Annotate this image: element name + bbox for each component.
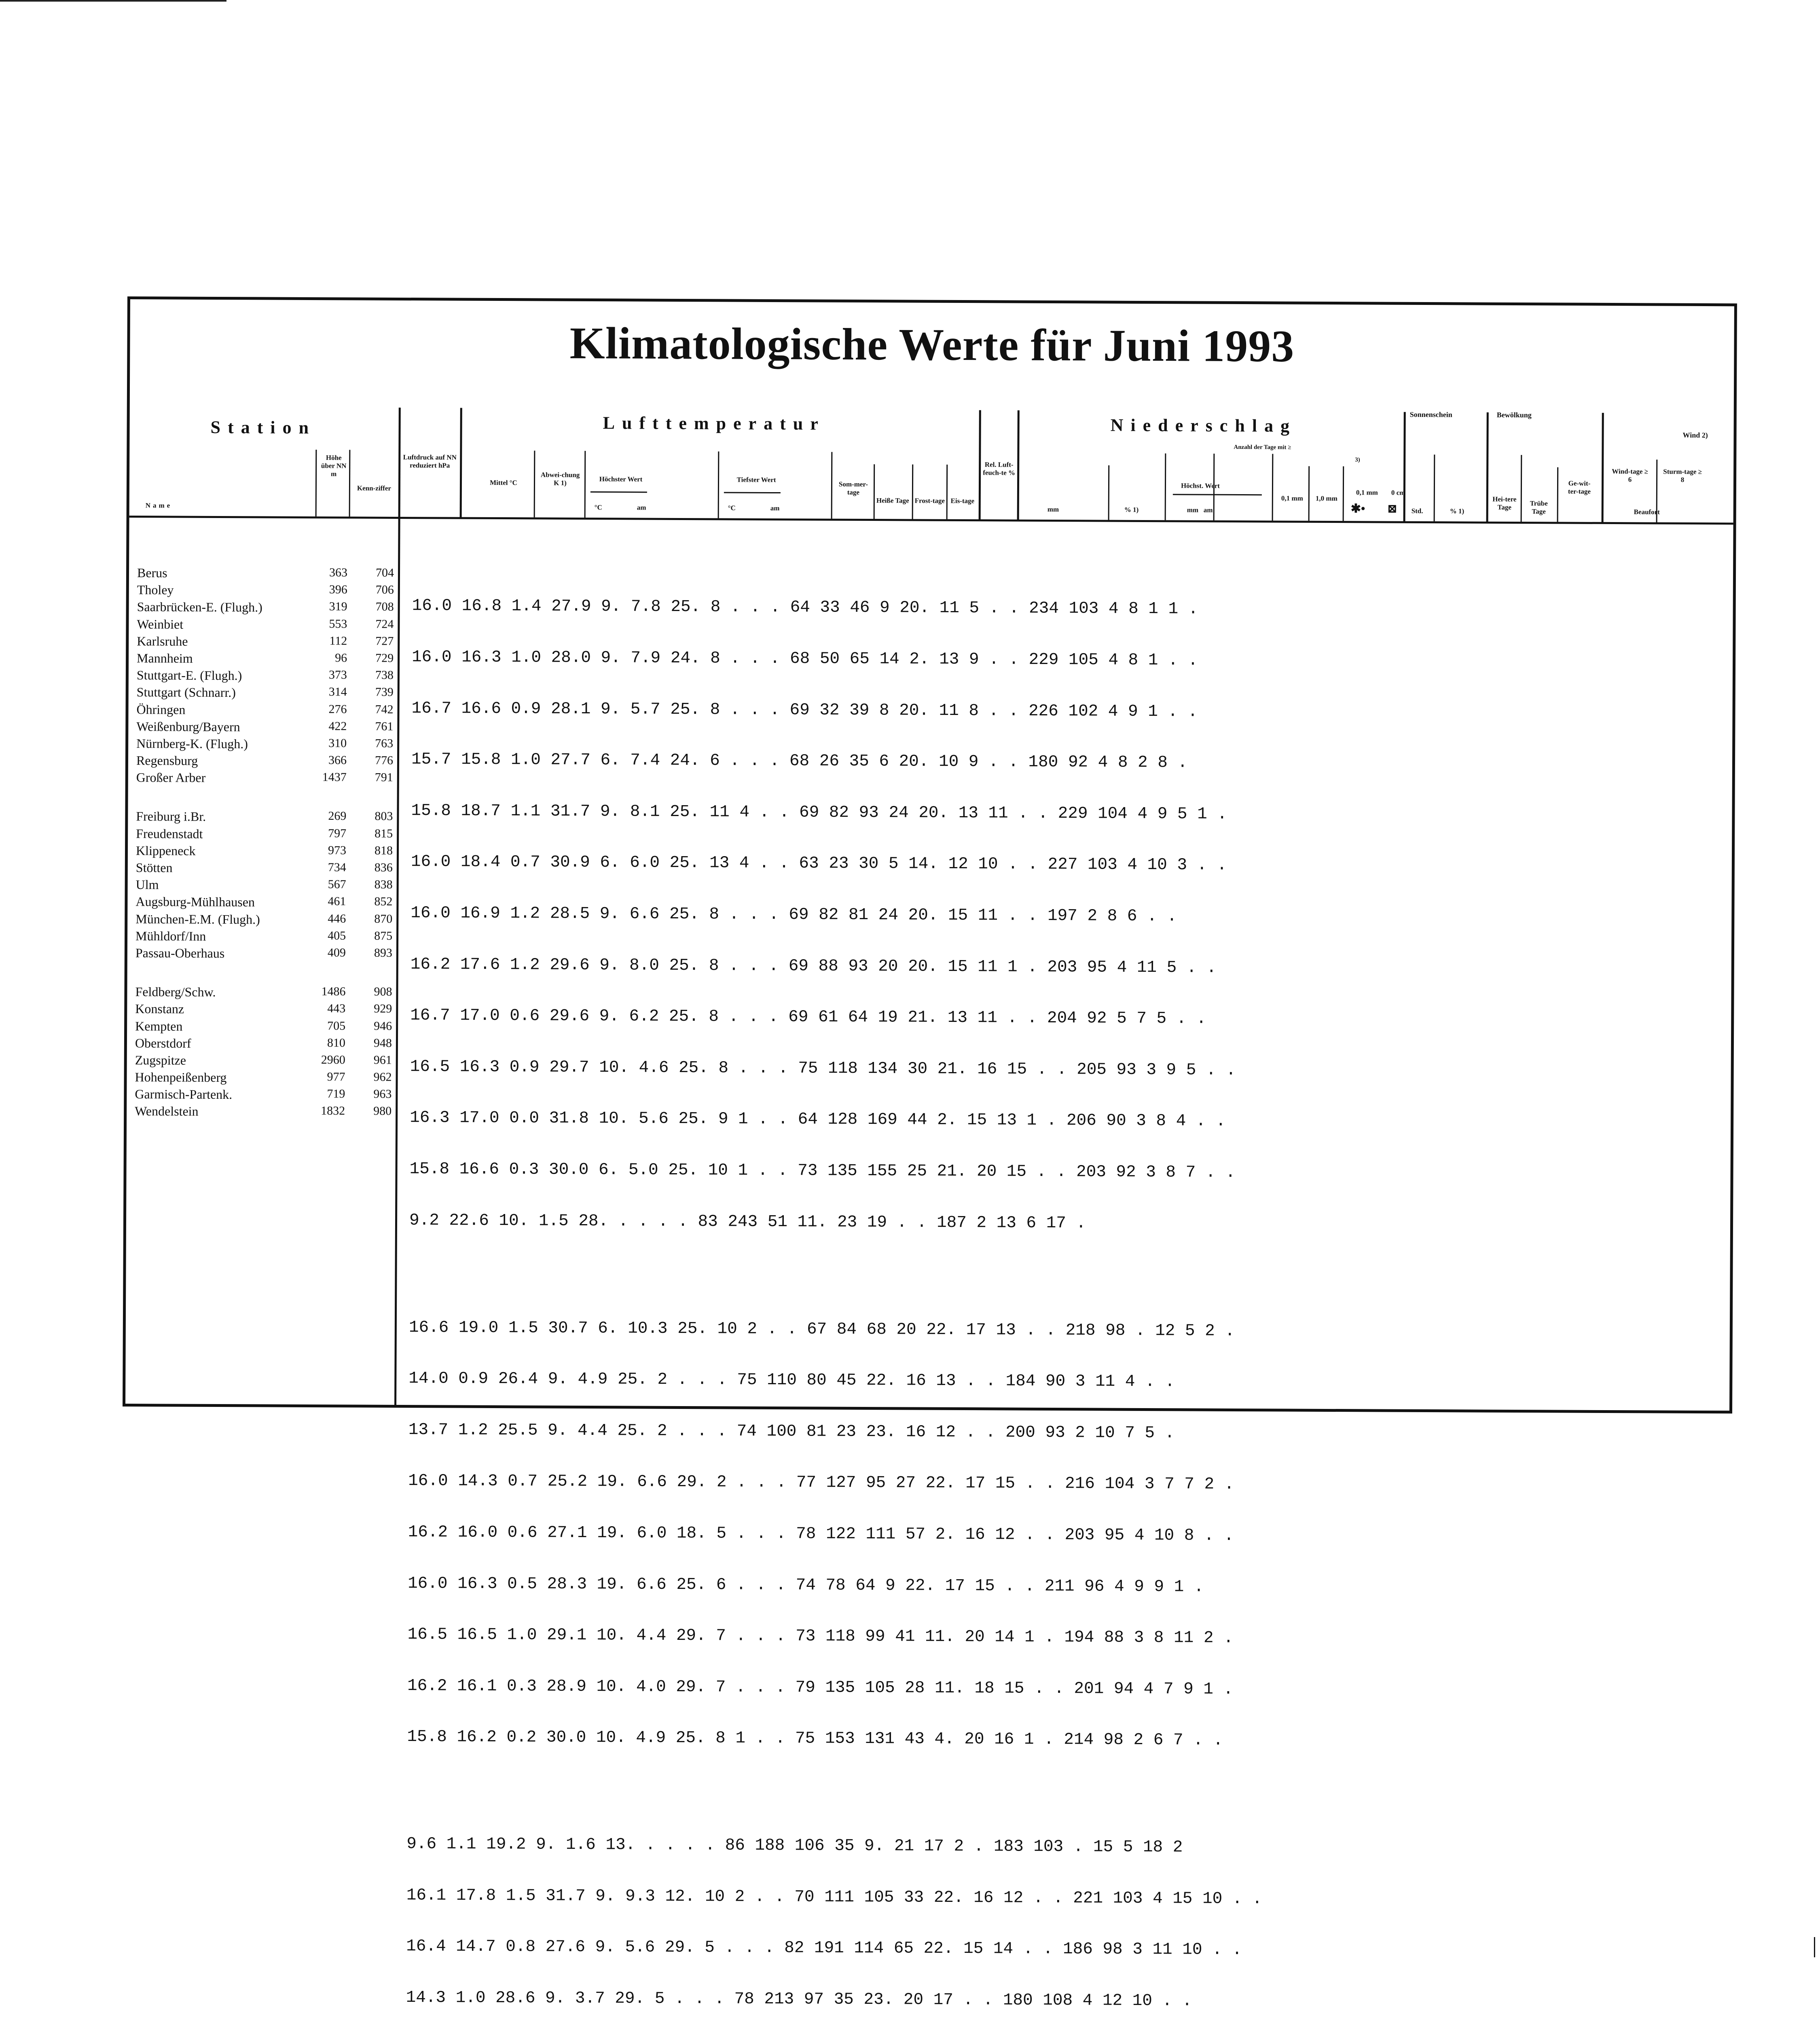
days-snow: 0,1 mm xyxy=(1356,489,1378,497)
sub-rule xyxy=(1173,494,1262,495)
sub-sep xyxy=(912,464,914,519)
sub-sep xyxy=(946,465,948,519)
station-height: 443 xyxy=(327,1002,346,1015)
station-name: Karlsruhe xyxy=(137,633,188,649)
precip-mm: mm xyxy=(1047,505,1059,514)
station-code: 706 xyxy=(375,583,394,597)
header-bottom-rule xyxy=(129,516,1733,525)
station-code: 761 xyxy=(375,719,394,733)
station-height: 363 xyxy=(329,566,348,580)
station-group-header: Station xyxy=(210,417,316,438)
max-precip-header: Höchst. Wert xyxy=(1181,482,1220,490)
col-sep-wind xyxy=(1602,413,1604,523)
station-height: 314 xyxy=(328,685,347,699)
station-name: Garmisch-Partenk. xyxy=(135,1087,233,1102)
kennziffer-header: Kenn-ziffer xyxy=(357,484,391,492)
station-height: 1832 xyxy=(321,1104,345,1118)
sub-sep xyxy=(1557,467,1559,522)
station-name: München-E.M. (Flugh.) xyxy=(135,911,260,927)
data-row: 14.0 0.9 26.4 9. 4.9 25. 2 . . . 75 110 80 45 22. 16 13 . . 184 90 3 11 4 . . xyxy=(408,1369,1175,1392)
data-row: 16.7 16.6 0.9 28.1 9. 5.7 25. 8 . . . 69 32 39 8 20. 11 8 . . 226 102 4 9 1 . . xyxy=(411,699,1198,721)
data-row: 16.0 16.3 0.5 28.3 19. 6.6 25. 6 . . . 74 78 64 9 22. 17 15 . . 211 96 4 9 9 1 . xyxy=(408,1574,1204,1597)
station-code: 791 xyxy=(375,770,393,785)
station-code: 708 xyxy=(375,600,394,614)
station-name: Weinbiet xyxy=(137,616,184,632)
bright-days-header: Hei-tere Tage xyxy=(1492,495,1517,511)
sub-sep xyxy=(718,451,720,518)
thunder-days-header: Ge-wit-ter-tage xyxy=(1568,479,1591,495)
header-top-rule xyxy=(130,398,1734,405)
station-name: Oberstdorf xyxy=(135,1035,191,1051)
station-name: Stuttgart (Schnarr.) xyxy=(136,685,236,700)
station-code: 818 xyxy=(374,844,393,857)
sub-sep xyxy=(534,451,535,517)
station-name: Ulm xyxy=(135,877,159,892)
station-code: 815 xyxy=(375,827,393,840)
data-row: 16.0 16.9 1.2 28.5 9. 6.6 25. 8 . . . 69 82 81 24 20. 15 11 . . 197 2 8 6 . . xyxy=(411,904,1177,926)
station-code: 742 xyxy=(375,702,394,716)
station-name: Hohenpeißenberg xyxy=(135,1070,227,1085)
station-code: 727 xyxy=(375,634,394,648)
page-title: Klimatologische Werte für Juni 1993 xyxy=(569,318,1295,372)
station-code: 980 xyxy=(373,1104,392,1118)
sub-sep xyxy=(1165,453,1166,520)
precipitation-group-header: Niederschlag xyxy=(1110,415,1297,436)
sub-sep xyxy=(1308,466,1310,521)
data-row: 16.1 17.8 1.5 31.7 9. 9.3 12. 10 2 . . 70 111 105 33 22. 16 12 . . 221 103 4 15 10 . . xyxy=(406,1886,1262,1909)
station-heights xyxy=(317,564,347,1120)
station-name: Mannheim xyxy=(137,651,193,666)
station-code: 908 xyxy=(374,985,392,998)
station-name: Tholey xyxy=(137,582,174,597)
station-code: 729 xyxy=(375,651,394,665)
station-name: Wendelstein xyxy=(135,1104,199,1119)
station-code: 948 xyxy=(373,1036,392,1050)
station-height: 705 xyxy=(327,1019,346,1032)
station-code: 763 xyxy=(375,736,394,750)
station-height: 112 xyxy=(329,634,347,648)
station-name: Augsburg-Mühlhausen xyxy=(135,894,255,909)
data-row: 16.4 14.7 0.8 27.6 9. 5.6 29. 5 . . . 82 191 114 65 22. 15 14 . . 186 98 3 11 10 . . xyxy=(406,1937,1242,1960)
data-row: 16.2 17.6 1.2 29.6 9. 8.0 25. 8 . . . 69 88 93 20 20. 15 11 1 . 203 95 4 11 5 . . xyxy=(410,955,1217,977)
sub-rule xyxy=(590,491,647,493)
station-code: 838 xyxy=(374,878,393,892)
station-name: Mühldorf/Inn xyxy=(135,928,206,943)
days-01mm: 0,1 mm xyxy=(1281,494,1303,502)
days-0cm: 0 cm xyxy=(1391,489,1405,497)
sub-sep xyxy=(1521,455,1522,522)
station-name: Kempten xyxy=(135,1018,183,1034)
min-header: Tiefster Wert xyxy=(736,476,776,484)
hot-days-header: Heiße Tage xyxy=(876,497,909,505)
station-code: 776 xyxy=(375,753,394,767)
station-names xyxy=(135,564,319,1121)
station-code: 704 xyxy=(375,566,394,580)
dull-days-header: Trübe Tage xyxy=(1530,499,1548,516)
sun-hours: Std. xyxy=(1411,507,1423,515)
sub-sep xyxy=(1343,466,1344,521)
station-height: 973 xyxy=(328,843,347,857)
station-code: 803 xyxy=(375,810,393,823)
station-code: 836 xyxy=(374,861,393,874)
snowcover-symbol: ⊠ xyxy=(1387,502,1397,516)
station-height: 276 xyxy=(328,702,347,716)
station-height: 396 xyxy=(329,583,347,596)
hoehe-header: Höhe über NN m xyxy=(321,454,347,478)
days-10mm: 1,0 mm xyxy=(1315,494,1337,503)
station-code: 875 xyxy=(374,929,393,943)
deviation-header: Abwei-chung K 1) xyxy=(540,471,580,487)
sun-pct: % 1) xyxy=(1450,507,1464,515)
station-height: 446 xyxy=(328,912,346,925)
station-height: 719 xyxy=(327,1087,345,1101)
sub-sep xyxy=(874,464,875,519)
sub-sep xyxy=(315,450,317,516)
station-name: Weißenburg/Bayern xyxy=(136,719,240,734)
min-am: am xyxy=(770,504,780,512)
station-height: 405 xyxy=(328,929,346,943)
station-code: 963 xyxy=(373,1087,392,1101)
col-sep-sun xyxy=(1403,412,1406,522)
storm-days-header: Sturm-tage ≥ 8 xyxy=(1663,467,1702,484)
station-height: 734 xyxy=(328,861,346,874)
snow-symbol: ✱• xyxy=(1350,502,1365,516)
sunshine-header: Sonnenschein xyxy=(1409,410,1452,419)
data-row: 15.8 16.2 0.2 30.0 10. 4.9 25. 8 1 . . 75 153 131 43 4. 20 16 1 . 214 98 2 6 7 . . xyxy=(407,1728,1223,1750)
station-height: 1437 xyxy=(322,770,347,784)
sub-sep xyxy=(831,452,833,519)
cloud-header: Bewölkung xyxy=(1496,410,1532,419)
data-row: 16.5 16.3 0.9 29.7 10. 4.6 25. 8 . . . 75 118 134 30 21. 16 15 . . 205 93 3 9 5 . . xyxy=(410,1057,1236,1080)
top-edge-line xyxy=(0,0,226,2)
station-height: 797 xyxy=(328,826,347,840)
station-name: Passau-Oberhaus xyxy=(135,945,225,961)
sub-sep xyxy=(349,450,351,516)
data-row: 16.7 17.0 0.6 29.6 9. 6.2 25. 8 . . . 69 61 64 19 21. 13 11 . . 204 92 5 7 5 . . xyxy=(410,1006,1206,1028)
max-c: °C xyxy=(594,503,602,512)
station-code: 724 xyxy=(375,617,394,631)
station-code: 929 xyxy=(374,1002,392,1016)
station-height: 1486 xyxy=(321,985,346,998)
station-code: 738 xyxy=(375,668,394,682)
station-height: 810 xyxy=(327,1036,346,1050)
station-name: Feldberg/Schw. xyxy=(135,984,216,1000)
data-row: 15.8 18.7 1.1 31.7 9. 8.1 25. 11 4 . . 69 82 93 24 20. 13 11 . . 229 104 4 9 5 1 . xyxy=(411,801,1227,824)
station-height: 366 xyxy=(328,753,347,767)
sub-sep xyxy=(1272,454,1274,520)
max-am: am xyxy=(637,503,646,512)
station-name: Großer Arber xyxy=(136,770,206,785)
station-code: 870 xyxy=(374,912,393,926)
sub-rule xyxy=(724,492,781,493)
data-row: 15.8 16.6 0.3 30.0 6. 5.0 25. 10 1 . . 73 135 155 25 21. 20 15 . . 203 92 3 8 7 . . xyxy=(409,1160,1236,1182)
max-header: Höchster Wert xyxy=(599,475,643,483)
station-height: 553 xyxy=(329,617,347,630)
col-sep-station xyxy=(394,408,401,1407)
station-name: Öhringen xyxy=(136,702,186,717)
data-row: 9.2 22.6 10. 1.5 28. . . . . 83 243 51 11. 23 19 . . 187 2 13 6 17 . xyxy=(409,1211,1086,1233)
data-row: 9.6 1.1 19.2 9. 1.6 13. . . . . 86 188 106 35 9. 21 17 2 . 183 103 . 15 5 18 2 xyxy=(406,1835,1183,1857)
station-height: 319 xyxy=(329,600,347,613)
station-height: 2960 xyxy=(321,1053,345,1067)
station-height: 422 xyxy=(328,719,347,733)
data-row: 16.6 19.0 1.5 30.7 6. 10.3 25. 10 2 . . 67 84 68 20 22. 17 13 . . 218 98 . 12 5 2 . xyxy=(408,1318,1235,1341)
data-row: 16.2 16.0 0.6 27.1 19. 6.0 18. 5 . . . 78 122 111 57 2. 16 12 . . 203 95 4 10 8 . . xyxy=(408,1523,1234,1545)
data-row: 16.0 18.4 0.7 30.9 6. 6.0 25. 13 4 . . 63 23 30 5 14. 12 10 . . 227 103 4 10 3 . . xyxy=(411,852,1227,875)
mean-header: Mittel °C xyxy=(490,478,517,487)
station-name: Stuttgart-E. (Flugh.) xyxy=(136,668,242,683)
station-height: 461 xyxy=(328,895,346,908)
frost-days-header: Frost-tage xyxy=(914,497,945,505)
station-codes xyxy=(353,564,394,1120)
station-code: 893 xyxy=(374,946,392,960)
data-row: 16.0 14.3 0.7 25.2 19. 6.6 29. 2 . . . 77 127 95 27 22. 17 15 . . 216 104 3 7 7 2 . xyxy=(408,1472,1234,1494)
station-height: 409 xyxy=(327,946,346,960)
station-name: Berus xyxy=(137,565,167,580)
col-sep-pressure xyxy=(460,408,462,518)
station-height: 567 xyxy=(328,878,346,891)
humidity-header: Rel. Luft-feuch-te % xyxy=(983,461,1016,477)
climate-table xyxy=(123,296,1737,2011)
col-sep-cloud xyxy=(1486,412,1489,522)
sub-sep xyxy=(584,451,586,518)
min-c: °C xyxy=(728,504,736,512)
data-row: 13.7 1.2 25.5 9. 4.4 25. 2 . . . 74 100 81 23 23. 16 12 . . 200 93 2 10 7 5 . xyxy=(408,1420,1175,1443)
station-name: Freiburg i.Br. xyxy=(136,809,206,824)
station-code: 739 xyxy=(375,685,394,699)
beaufort-label: Beaufort xyxy=(1634,508,1660,516)
summer-days-header: Som-mer-tage xyxy=(838,480,868,496)
sub-sep xyxy=(1434,455,1435,521)
data-row: 16.0 16.3 1.0 28.0 9. 7.9 24. 8 . . . 68 50 65 14 2. 13 9 . . 229 105 4 8 1 . . xyxy=(412,648,1198,670)
margin-mark xyxy=(1814,1937,1815,1957)
col-sep-temp xyxy=(979,410,981,520)
count-days-header: Anzahl der Tage mit ≥ xyxy=(1234,444,1291,451)
station-name: Zugspitze xyxy=(135,1052,186,1068)
precip-pct: % 1) xyxy=(1124,506,1139,514)
station-name: Klippeneck xyxy=(135,843,196,858)
temperature-group-header: Lufttemperatur xyxy=(603,413,825,434)
station-height: 373 xyxy=(328,668,347,682)
station-height: 269 xyxy=(328,809,347,823)
station-name: Regensburg xyxy=(136,753,198,768)
wind-header: Wind 2) xyxy=(1682,431,1708,440)
station-height: 96 xyxy=(335,651,347,665)
data-row: 16.0 16.8 1.4 27.9 9. 7.8 25. 8 . . . 64 33 46 9 20. 11 5 . . 234 103 4 8 1 1 . xyxy=(412,596,1198,619)
pressure-header: Luftdruck auf NN reduziert hPa xyxy=(403,453,457,470)
col-sep-humid xyxy=(1017,410,1020,520)
station-name: Konstanz xyxy=(135,1001,184,1016)
footnote-3: 3) xyxy=(1355,457,1360,463)
ice-days-header: Eis-tage xyxy=(950,497,975,505)
station-code: 946 xyxy=(374,1019,392,1033)
station-code: 962 xyxy=(373,1070,392,1084)
sub-sep xyxy=(1108,465,1110,520)
station-name: Saarbrücken-E. (Flugh.) xyxy=(137,599,262,615)
name-header: Name xyxy=(145,501,173,510)
wind-days-header: Wind-tage ≥ 6 xyxy=(1612,467,1649,484)
max-precip-units: mm am xyxy=(1187,506,1213,514)
station-height: 977 xyxy=(327,1070,345,1084)
station-name: Freudenstadt xyxy=(136,826,203,841)
data-row: 16.2 16.1 0.3 28.9 10. 4.0 29. 7 . . . 79 135 105 28 11. 18 15 . . 201 94 4 7 9 1 . xyxy=(407,1676,1234,1699)
station-code: 852 xyxy=(374,895,393,909)
data-row: 15.7 15.8 1.0 27.7 6. 7.4 24. 6 . . . 68 26 35 6 20. 10 9 . . 180 92 4 8 2 8 . xyxy=(411,750,1188,772)
station-height: 310 xyxy=(328,736,347,750)
data-row: 16.3 17.0 0.0 31.8 10. 5.6 25. 9 1 . . 64 128 169 44 2. 15 13 1 . 206 90 3 8 4 . . xyxy=(410,1108,1226,1131)
data-row: 16.5 16.5 1.0 29.1 10. 4.4 29. 7 . . . 73 118 99 41 11. 20 14 1 . 194 88 3 8 11 2 . xyxy=(407,1625,1234,1648)
station-code: 961 xyxy=(373,1053,392,1067)
station-name: Stötten xyxy=(135,860,173,875)
data-rows xyxy=(405,563,1268,2022)
data-row: 14.3 1.0 28.6 9. 3.7 29. 5 . . . 78 213 97 35 23. 20 17 . . 180 108 4 12 10 . . xyxy=(406,1988,1192,2011)
station-name: Nürnberg-K. (Flugh.) xyxy=(136,736,248,751)
